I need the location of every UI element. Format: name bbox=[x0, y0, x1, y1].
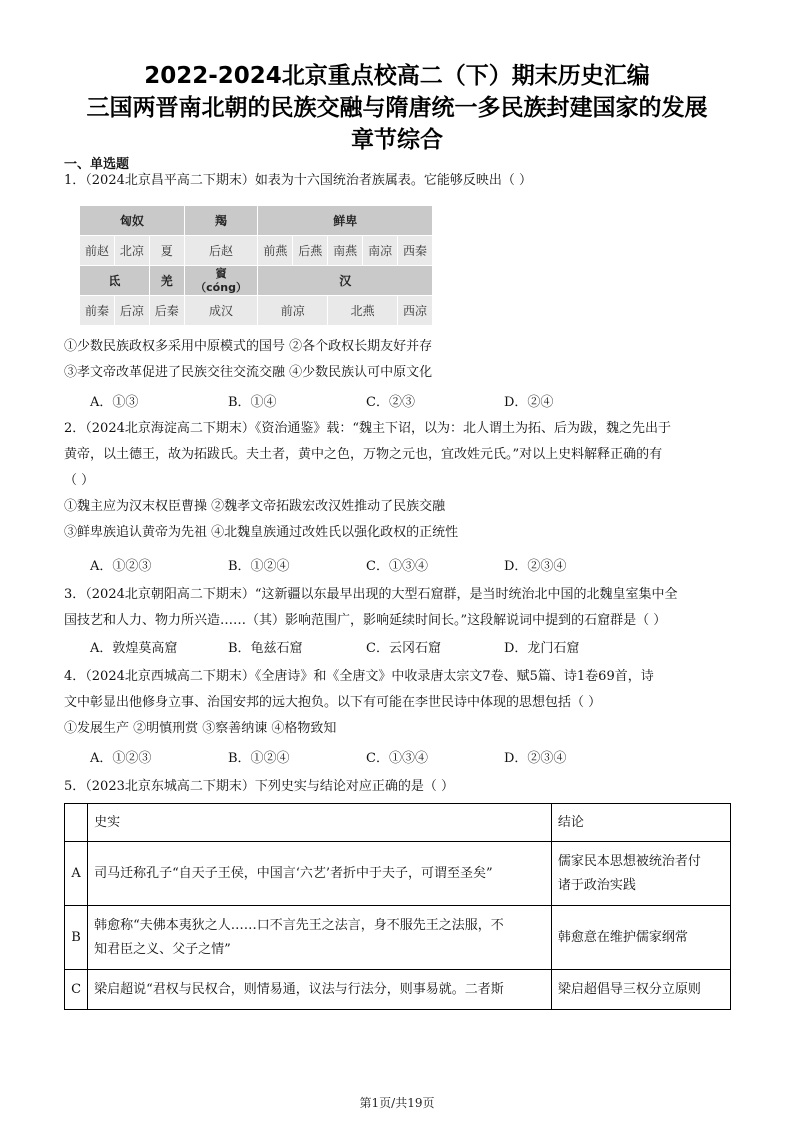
table-cell: 后燕 bbox=[293, 236, 328, 266]
option-d[interactable]: D．②③④ bbox=[504, 559, 567, 574]
table-cell: 羌 bbox=[149, 266, 184, 296]
title-line-2: 三国两晋南北朝的民族交融与隋唐统一多民族封建国家的发展 bbox=[86, 95, 708, 121]
title-line-3: 章节综合 bbox=[351, 127, 443, 153]
option-a[interactable]: A．①③ bbox=[90, 395, 139, 410]
conclusion-cell: 梁启超倡导三权分立原则 bbox=[551, 970, 730, 1010]
question-3-options bbox=[90, 636, 642, 662]
table-cell: 前秦 bbox=[80, 296, 115, 326]
conclusion-cell: 儒家民本思想被统治者付 诸于政治实践 bbox=[551, 842, 730, 906]
table-cell: 前燕 bbox=[258, 236, 293, 266]
section-heading: 一、单选题 bbox=[64, 157, 130, 172]
table-cell: 后凉 bbox=[114, 296, 149, 326]
option-c[interactable]: C．①③④ bbox=[366, 559, 428, 574]
table-cell: 前凉 bbox=[258, 296, 328, 326]
option-d[interactable]: D．②③④ bbox=[504, 751, 567, 766]
table-cell: 羯 bbox=[184, 206, 258, 236]
fact-cell: 韩愈称“夫佛本夷狄之人……口不言先王之法言，身不服先王之法服，不 知君臣之义、父子之情” bbox=[88, 906, 552, 970]
question-3: 3．（2024北京朝阳高二下期末）“这新疆以东最早出现的大型石窟群，是当时统治北中国的北魏皇室集中全 国技艺和人力、物力所兴造……（其）影响范围广，影响延续时间长。”这段解说词中提到的石窟群是（ ） bbox=[64, 587, 678, 628]
option-d[interactable]: D．②④ bbox=[504, 395, 554, 410]
row-label: B bbox=[65, 906, 88, 970]
title-line-1: 2022-2024北京重点校高二（下）期末历史汇编 bbox=[144, 63, 650, 89]
table-cell: 北凉 bbox=[114, 236, 149, 266]
table-header-cell: 结论 bbox=[551, 804, 730, 842]
question-4-options bbox=[90, 746, 642, 772]
question-2: 2．（2024北京海淀高二下期末）《资治通鉴》载：“魏主下诏，以为：北人谓土为拓、后为跋，魏之先出于 黄帝，以土德王，故为拓跋氏。夫土者，黄中之色，万物之元也，宜改姓元氏。”对以上史料解释正确的有 （ ） ①魏主应为汉末权臣曹操 ②魏孝文帝拓跋宏改汉姓推动了民族交融 ③鲜卑族追认黄帝为先祖 ④北魏皇族通过改姓氏以强化政权的正统性 bbox=[64, 421, 672, 540]
table-cell: 西凉 bbox=[398, 296, 433, 326]
table-cell: 氐 bbox=[80, 266, 150, 296]
table-row bbox=[65, 906, 731, 970]
table-cell: 汉 bbox=[258, 266, 433, 296]
option-d[interactable]: D．龙门石窟 bbox=[504, 641, 580, 656]
option-b[interactable]: B．龟兹石窟 bbox=[228, 641, 303, 656]
table-cell: 夏 bbox=[149, 236, 184, 266]
option-b[interactable]: B．①②④ bbox=[228, 751, 290, 766]
document-title bbox=[40, 60, 754, 156]
ethnic-regime-table bbox=[79, 205, 433, 326]
option-a[interactable]: A．敦煌莫高窟 bbox=[90, 641, 178, 656]
question-1-options bbox=[90, 390, 642, 416]
table-cell: 前赵 bbox=[80, 236, 115, 266]
question-2-options bbox=[90, 554, 642, 580]
table-cell: 賨 （cóng） bbox=[184, 266, 258, 296]
option-b[interactable]: B．①④ bbox=[228, 395, 277, 410]
question-4: 4．（2024北京西城高二下期末）《全唐诗》和《全唐文》中收录唐太宗文7卷、赋5篇、诗1卷69首，诗 文中彰显出他修身立事、治国安邦的远大抱负。以下有可能在李世民诗中体现的思想包括（ ） ①发展生产 ②明慎刑赏 ③察善纳谏 ④格物致知 bbox=[64, 669, 654, 736]
table-cell: 后秦 bbox=[149, 296, 184, 326]
table-cell: 后赵 bbox=[184, 236, 258, 266]
option-b[interactable]: B．①②④ bbox=[228, 559, 290, 574]
question-1-stem: 1．（2024北京昌平高二下期末）如表为十六国统治者族属表。它能够反映出（ ） bbox=[64, 173, 532, 188]
fact-cell: 梁启超说“君权与民权合，则情易通，议法与行法分，则事易就。二者斯 bbox=[88, 970, 552, 1010]
table-row bbox=[65, 842, 731, 906]
conclusion-cell: 韩愈意在维护儒家纲常 bbox=[551, 906, 730, 970]
question-1-statements: ①少数民族政权多采用中原模式的国号 ②各个政权长期友好并存 ③孝文帝改革促进了民族交往交流交融 ④少数民族认可中原文化 bbox=[64, 339, 433, 380]
table-cell: 北燕 bbox=[328, 296, 398, 326]
fact-conclusion-table bbox=[64, 803, 731, 1010]
option-c[interactable]: C．①③④ bbox=[366, 751, 428, 766]
option-c[interactable]: C．②③ bbox=[366, 395, 415, 410]
table-cell: 西秦 bbox=[398, 236, 433, 266]
option-a[interactable]: A．①②③ bbox=[90, 559, 152, 574]
question-5-stem: 5．（2023北京东城高二下期末）下列史实与结论对应正确的是（ ） bbox=[64, 779, 454, 794]
option-a[interactable]: A．①②③ bbox=[90, 751, 152, 766]
fact-cell: 司马迁称孔子“自天子王侯，中国言‘六艺’者折中于夫子，可谓至圣矣” bbox=[88, 842, 552, 906]
row-label: C bbox=[65, 970, 88, 1010]
table-row bbox=[65, 970, 731, 1010]
option-c[interactable]: C．云冈石窟 bbox=[366, 641, 441, 656]
table-cell: 匈奴 bbox=[80, 206, 185, 236]
table-header-cell: 史实 bbox=[88, 804, 552, 842]
page-number: 第1页/共19页 bbox=[359, 1096, 435, 1110]
table-cell: 鲜卑 bbox=[258, 206, 433, 236]
table-header-cell bbox=[65, 804, 88, 842]
row-label: A bbox=[65, 842, 88, 906]
table-cell: 南凉 bbox=[363, 236, 398, 266]
table-cell: 南燕 bbox=[328, 236, 363, 266]
table-cell: 成汉 bbox=[184, 296, 258, 326]
